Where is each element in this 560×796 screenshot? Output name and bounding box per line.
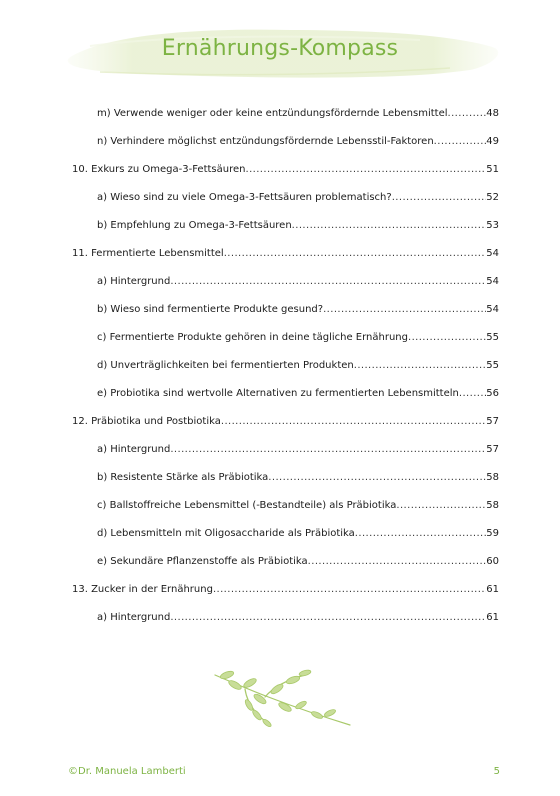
toc-entry-page: 61 — [486, 612, 499, 623]
toc-entry[interactable] — [97, 328, 499, 344]
toc-entry-page: 57 — [486, 444, 499, 455]
toc-entry-title: 11. Fermentierte Lebensmittel — [72, 248, 224, 259]
toc-leader-dots — [224, 248, 487, 260]
toc-entry-title: c) Ballstoffreiche Lebensmittel (-Bestandteile) als Präbiotika — [97, 500, 397, 511]
toc-leader-dots — [355, 528, 486, 540]
toc-entry[interactable] — [97, 496, 499, 512]
toc-entry-title: b) Resistente Stärke als Präbiotika — [97, 472, 269, 483]
toc-leader-dots — [170, 612, 486, 624]
toc-entry-page: 61 — [486, 584, 499, 595]
toc-leader-dots — [354, 360, 487, 372]
toc-leader-dots — [170, 444, 486, 456]
toc-entry[interactable] — [97, 188, 499, 204]
toc-leader-dots — [434, 136, 487, 148]
footer-author: ©Dr. Manuela Lamberti — [68, 766, 186, 777]
toc-leader-dots — [170, 276, 486, 288]
toc-entry-page: 53 — [486, 220, 499, 231]
toc-entry-page: 48 — [486, 108, 499, 119]
toc-leader-dots — [268, 472, 486, 484]
toc-leader-dots — [396, 500, 486, 512]
toc-leader-dots — [213, 584, 486, 596]
toc-entry[interactable] — [97, 552, 499, 568]
toc-entry[interactable] — [97, 468, 499, 484]
toc-entry[interactable] — [97, 608, 499, 624]
toc-entry[interactable] — [97, 132, 499, 148]
toc-leader-dots — [408, 332, 486, 344]
toc-leader-dots — [221, 416, 486, 428]
toc-entry-page: 55 — [486, 360, 499, 371]
toc-entry-page: 56 — [486, 388, 499, 399]
toc-entry[interactable] — [97, 216, 499, 232]
toc-entry-page: 60 — [486, 556, 499, 567]
toc-entry-title: c) Fermentierte Produkte gehören in deine tägliche Ernährung — [97, 332, 408, 343]
toc-entry-title: a) Hintergrund — [97, 444, 171, 455]
toc-entry-title: 12. Präbiotika und Postbiotika — [72, 416, 221, 427]
toc-entry-page: 54 — [486, 276, 499, 287]
toc-entry[interactable] — [72, 160, 499, 176]
toc-entry-title: a) Wieso sind zu viele Omega-3-Fettsäuren problematisch? — [97, 192, 392, 203]
toc-entry-page: 52 — [486, 192, 499, 203]
toc-entry[interactable] — [72, 412, 499, 428]
toc-entry[interactable] — [97, 524, 499, 540]
toc-entry-title: a) Hintergrund — [97, 612, 171, 623]
toc-entry-title: d) Unverträglichkeiten bei fermentierten Produkten — [97, 360, 354, 371]
toc-entry-page: 58 — [486, 472, 499, 483]
toc-leader-dots — [448, 108, 487, 120]
toc-entry[interactable] — [72, 244, 499, 260]
toc-entry[interactable] — [72, 580, 499, 596]
toc-entry-page: 51 — [486, 164, 499, 175]
toc-entry-page: 49 — [486, 136, 499, 147]
toc-leader-dots — [323, 304, 486, 316]
footer-page-number: 5 — [493, 766, 500, 777]
toc-entry[interactable] — [97, 104, 499, 120]
toc-leader-dots — [292, 220, 487, 232]
toc-entry-title: 10. Exkurs zu Omega-3-Fettsäuren — [72, 164, 246, 175]
toc-entry-title: e) Sekundäre Pflanzenstoffe als Präbiotika — [97, 556, 308, 567]
toc-entry-page: 58 — [486, 500, 499, 511]
herb-sprig-icon — [205, 663, 355, 733]
toc-entry-title: n) Verhindere möglichst entzündungsfördernde Lebensstil-Faktoren — [97, 136, 434, 147]
toc-entry[interactable] — [97, 384, 499, 400]
toc-entry[interactable] — [97, 300, 499, 316]
toc-entry-title: a) Hintergrund — [97, 276, 171, 287]
toc-entry-page: 54 — [486, 248, 499, 259]
toc-entry[interactable] — [97, 356, 499, 372]
toc-entry-title: b) Wieso sind fermentierte Produkte gesund? — [97, 304, 324, 315]
toc-entry-title: m) Verwende weniger oder keine entzündungsfördernde Lebensmittel — [97, 108, 448, 119]
toc-entry-page: 55 — [486, 332, 499, 343]
toc-entry-page: 59 — [486, 528, 499, 539]
toc-leader-dots — [308, 556, 487, 568]
toc-leader-dots — [392, 192, 487, 204]
toc-leader-dots — [245, 164, 486, 176]
toc-entry-title: d) Lebensmitteln mit Oligosaccharide als Präbiotika — [97, 528, 355, 539]
toc-entry-title: b) Empfehlung zu Omega-3-Fettsäuren — [97, 220, 292, 231]
toc-entry[interactable] — [97, 272, 499, 288]
page-title: Ernährungs-Kompass — [161, 36, 399, 61]
toc-entry[interactable] — [97, 440, 499, 456]
toc-entry-title: 13. Zucker in der Ernährung — [72, 584, 213, 595]
toc-entry-page: 57 — [486, 416, 499, 427]
toc-leader-dots — [459, 388, 486, 400]
toc-entry-page: 54 — [486, 304, 499, 315]
toc-entry-title: e) Probiotika sind wertvolle Alternativen zu fermentierten Lebensmitteln — [97, 388, 459, 399]
